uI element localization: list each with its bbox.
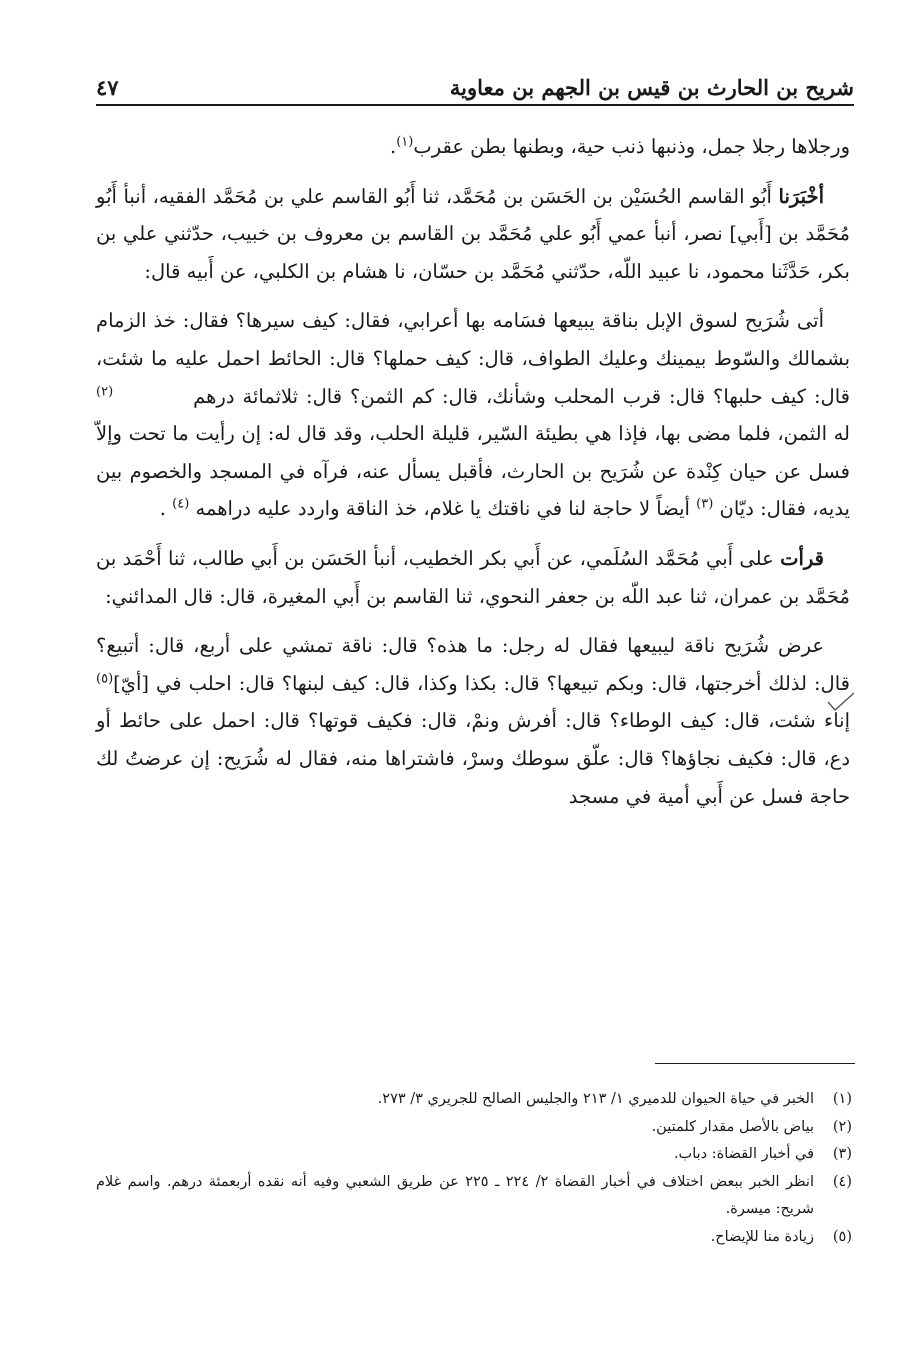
paragraph-text: أتى شُرَيح لسوق الإبل بناقة يبيعها فسَامه بها أعرابي، فقال: كيف سيرها؟ فقال: خذ الزمام بشمالك والسّوط بيمينك وعليك الطواف، قال: كيف حملها؟ قال: الحائط احمل عليه ما شئت، قال: كيف حلبها؟ قال: قرب المحلب وشأنك، قال: كم الثمن؟ قال: ثلاثمائة درهم bbox=[96, 309, 850, 408]
footnote-ref: (٤) bbox=[172, 496, 190, 512]
footnote-item bbox=[96, 1086, 852, 1114]
footnote-ref: (٥) bbox=[96, 671, 114, 687]
footnote-item bbox=[96, 1224, 852, 1252]
footnote-number: (٥) bbox=[832, 1228, 852, 1245]
paragraph-text: له الثمن، فلما مضى بها، فإذا هي بطيئة السّير، قليلة الحلب، وقد قال له: إن رأيت ما تحت وإلاّ فسل عن حيان كِنْدة عن شُرَيح بن الحارث، فأقبل يسأل عنه، فرآه في المسجد والخصوم بين يديه، فقال: ديّان bbox=[96, 422, 850, 521]
footnote-item bbox=[96, 1169, 852, 1224]
footnote-ref: (٢) bbox=[96, 384, 114, 400]
paragraph-text: على أَبي مُحَمَّد السُلَمي، عن أَبي بكر الخطيب، أنبأ الحَسَن بن أَبي طالب، ثنا أَحْمَد بن مُحَمَّد بن عمران، ثنا عبد اللّه بن جعفر النحوي، ثنا القاسم بن أَبي المغيرة، قال: قال المدائني: bbox=[96, 546, 850, 608]
paragraph-1 bbox=[96, 128, 850, 166]
page-header bbox=[96, 62, 854, 106]
footnote-text: انظر الخبر ببعض اختلاف في أخبار القضاة ٢/ ٢٢٤ ـ ٢٢٥ عن طريق الشعبي وفيه أنه نقده أربعمئة درهم. واسم غلام شريح: ميسرة. bbox=[96, 1173, 814, 1217]
running-title: شريح بن الحارث بن قيس بن الجهم بن معاوية bbox=[449, 75, 854, 100]
paragraph-lead: قرأت bbox=[780, 546, 824, 570]
footnote-item bbox=[96, 1114, 852, 1142]
footnote-text: زيادة منا للإيضاح. bbox=[710, 1228, 814, 1245]
footnote-item bbox=[96, 1141, 852, 1169]
paragraph-text: ورجلاها رجلا جمل، وذنبها ذنب حية، وبطنها بطن عقرب bbox=[413, 135, 850, 158]
footnote-divider bbox=[655, 1063, 855, 1064]
paragraph-text: عرض شُرَيح ناقة ليبيعها فقال له رجل: ما هذه؟ قال: ناقة تمشي على أربع، قال: أتبيع؟ قال: لذلك أخرجتها، قال: وبكم تبيعها؟ قال: بكذا وكذا، قال: كيف لبنها؟ قال: احلب في [أيّ] bbox=[96, 634, 850, 695]
check-mark-icon bbox=[826, 690, 856, 714]
paragraph-text: إناء شئت، قال: كيف الوطاء؟ قال: أفرش ونمْ، قال: فكيف قوتها؟ قال: احمل على حائط أو دع، قال: فكيف نجاؤها؟ قال: علّق سوطك وسرْ، فاشتراها منه، فقال له شُرَيح: إن عرضتُ لك حاجة فسل عن أَبي أمية في مسجد bbox=[96, 709, 850, 808]
footnotes bbox=[96, 1086, 852, 1251]
footnote-number: (٢) bbox=[832, 1118, 852, 1135]
paragraph-2 bbox=[96, 178, 850, 291]
footnote-number: (٤) bbox=[832, 1173, 852, 1190]
paragraph-lead: أخْبَرَنا bbox=[778, 184, 824, 208]
paragraph-5 bbox=[96, 627, 850, 815]
paragraph-text: أيضاً لا حاجة لنا في ناقتك يا غلام، خذ الناقة واردد عليه دراهمه bbox=[195, 497, 690, 521]
footnote-text: الخبر في حياة الحيوان للدميري ١/ ٢١٣ والجليس الصالح للجريري ٣/ ٢٧٣. bbox=[377, 1091, 814, 1107]
footnote-ref: (١) bbox=[396, 134, 414, 150]
main-text bbox=[96, 128, 850, 815]
paragraph-3 bbox=[96, 302, 850, 528]
paragraph-end: . bbox=[390, 135, 397, 158]
footnote-text: بياض بالأصل مقدار كلمتين. bbox=[651, 1118, 814, 1135]
footnote-number: (٣) bbox=[832, 1146, 852, 1162]
paragraph-end: . bbox=[159, 497, 166, 521]
footnote-text: في أخبار القضاة: دباب. bbox=[673, 1146, 814, 1162]
footnote-ref: (٣) bbox=[696, 496, 714, 512]
footnote-number: (١) bbox=[832, 1091, 852, 1107]
paragraph-text: أَبُو القاسم الحُسَيْن بن الحَسَن بن مُحَمَّد، ثنا أَبُو القاسم علي بن مُحَمَّد الفقيه، أنبأ أَبُو مُحَمَّد بن [أَبي] نصر، أنبأ عمي أَبُو علي مُحَمَّد بن القاسم بن معروف بن خبيب، حدّثني علي بن بكر، حَدَّثَنا محمود، نا عبيد اللّه، حدّثني مُحَمَّد بن حسّان، نا هشام بن الكلبي، عن أَبيه قال: bbox=[96, 184, 850, 283]
paragraph-4 bbox=[96, 540, 850, 615]
page-number: ٤٧ bbox=[96, 75, 119, 100]
